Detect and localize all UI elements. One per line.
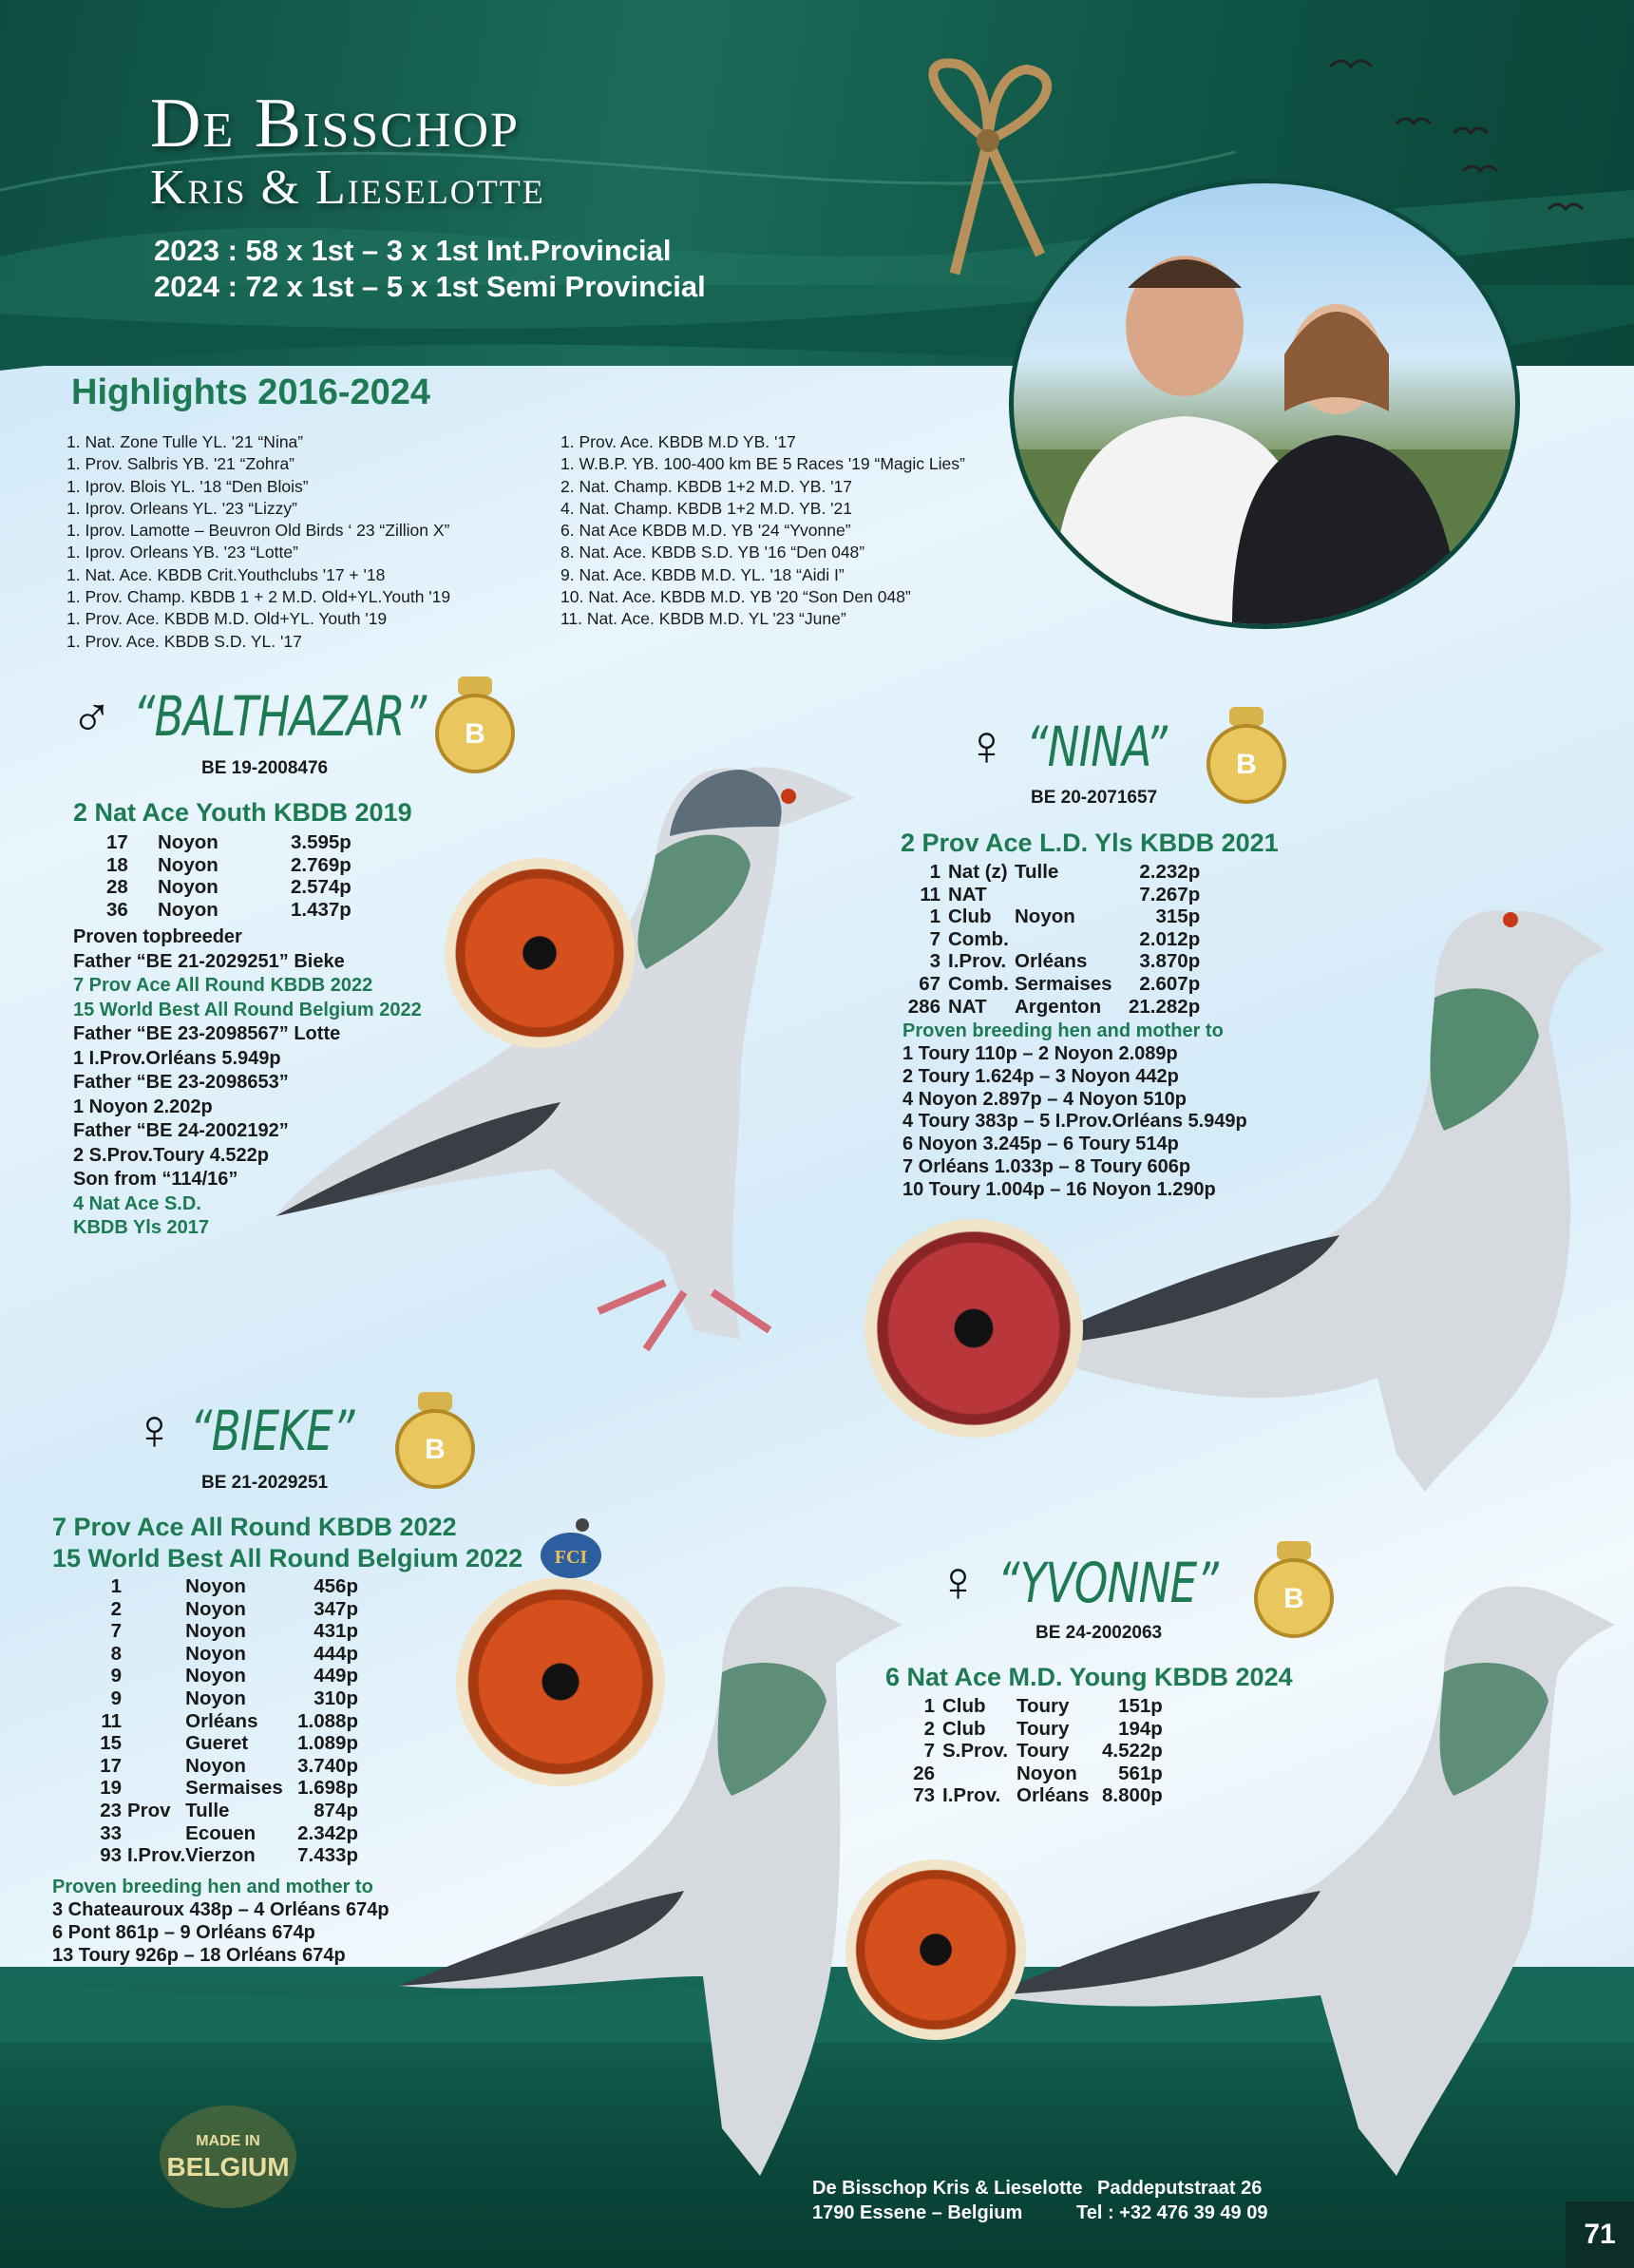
- result-rank: 7: [929, 927, 940, 950]
- result-type: [127, 1755, 185, 1778]
- result-rank: 9: [110, 1687, 122, 1709]
- result-points: 2.574p: [291, 876, 352, 899]
- result-points: 2.607p: [1139, 972, 1201, 995]
- highlight-item: 1. Prov. Ace. KBDB S.D. YL. '17: [66, 631, 302, 651]
- note-item: 3 Chateauroux 438p – 4 Orléans 674p: [52, 1899, 390, 1920]
- result-type: Nat (z): [948, 861, 1008, 883]
- note-item: 2 S.Prov.Toury 4.522p: [73, 1144, 270, 1166]
- result-points: 151p: [1118, 1695, 1163, 1717]
- medal-letter: B: [425, 1434, 446, 1465]
- table-row: [95, 1844, 358, 1867]
- highlight-item: 1. Iprov. Orleans YB. '23 “Lotte”: [66, 543, 298, 562]
- highlight-item: 1. Nat. Zone Tulle YL. '21 “Nina”: [66, 432, 304, 451]
- result-points: 874p: [314, 1799, 358, 1821]
- table-row: [901, 905, 1200, 928]
- highlight-item: 10. Nat. Ace. KBDB M.D. YB '20 “Son Den 048”: [560, 587, 911, 607]
- note-item: Father “BE 23-2098567” Lotte: [73, 1023, 341, 1044]
- result-points: 3.595p: [291, 831, 352, 853]
- highlights-list-col2: [560, 431, 965, 631]
- result-place: Noyon: [185, 1597, 246, 1620]
- kbdb-medal-icon: [1205, 705, 1288, 808]
- result-type: I.Prov.: [948, 950, 1007, 973]
- female-symbol-icon: ♀: [133, 1398, 176, 1461]
- female-symbol-icon: ♀: [965, 714, 1008, 777]
- result-points: 310p: [314, 1687, 358, 1709]
- result-place: Sermaises: [185, 1777, 283, 1800]
- highlight-item: 1. W.B.P. YB. 100-400 km BE 5 Races '19 “Magic Lies”: [560, 454, 965, 474]
- result-place: Orléans: [1016, 1784, 1090, 1807]
- result-place: Noyon: [185, 1575, 246, 1597]
- results-table-bieke: [95, 1575, 358, 1867]
- result-points: 2.012p: [1139, 927, 1201, 950]
- page-title: De Bisschop: [150, 85, 520, 162]
- table-row: [904, 1695, 1163, 1718]
- result-place: Vierzon: [185, 1844, 256, 1867]
- result-rank: 8: [110, 1642, 122, 1665]
- result-points: 21.282p: [1129, 995, 1201, 1018]
- result-type: [127, 1598, 185, 1621]
- result-points: 1.089p: [297, 1732, 358, 1755]
- result-place: Noyon: [158, 876, 218, 899]
- results-table-nina: [901, 861, 1200, 1018]
- result-place: Noyon: [185, 1754, 246, 1777]
- bird-name-nina: “NINA”: [1026, 715, 1168, 779]
- bird-name-yvonne: “YVONNE”: [998, 1551, 1219, 1615]
- result-points: 444p: [314, 1642, 358, 1665]
- result-rank: 18: [106, 853, 128, 876]
- stat-line-2024: 2024 : 72 x 1st – 5 x 1st Semi Provincial: [154, 270, 706, 303]
- highlight-item: 1. Iprov. Orleans YL. '23 “Lizzy”: [66, 498, 297, 518]
- result-points: 315p: [1155, 905, 1201, 928]
- table-row: [95, 1575, 358, 1598]
- footer-contact: [812, 2176, 1267, 2225]
- highlight-item: 11. Nat. Ace. KBDB M.D. YL '23 “June”: [560, 609, 846, 629]
- result-type: Club: [942, 1695, 986, 1717]
- result-rank: 28: [106, 876, 128, 899]
- table-row: [95, 1800, 358, 1822]
- highlight-item: 8. Nat. Ace. KBDB S.D. YB '16 “Den 048”: [560, 543, 865, 562]
- result-place: Toury: [1016, 1695, 1070, 1717]
- result-type: Club: [948, 905, 992, 928]
- footer-address: Paddeputstraat 26: [1097, 2178, 1263, 2199]
- medal-letter: B: [1283, 1583, 1304, 1614]
- ring-number-nina: BE 20-2071657: [1031, 788, 1158, 808]
- result-points: 3.870p: [1139, 950, 1201, 973]
- highlights-title: Highlights 2016-2024: [71, 372, 431, 412]
- table-row: [904, 1740, 1163, 1763]
- result-points: 2.769p: [291, 853, 352, 876]
- footer-line-2: [812, 2201, 1267, 2225]
- result-rank: 93: [100, 1844, 122, 1867]
- table-row: [901, 884, 1200, 906]
- highlight-item: 1. Prov. Ace. KBDB M.D. Old+YL. Youth '19: [66, 609, 388, 629]
- table-row: [95, 1620, 358, 1643]
- ace-title-bieke-1: 7 Prov Ace All Round KBDB 2022: [52, 1513, 457, 1541]
- note-item: 6 Pont 861p – 9 Orléans 674p: [52, 1921, 315, 1943]
- kbdb-medal-icon: [1252, 1539, 1336, 1642]
- table-row: [904, 1784, 1163, 1807]
- ace-title-bieke-2: 15 World Best All Round Belgium 2022: [52, 1544, 523, 1572]
- result-place: Noyon: [158, 831, 218, 853]
- table-row: [904, 1763, 1163, 1785]
- result-rank: 17: [100, 1754, 122, 1777]
- highlight-item: 1. Prov. Ace. KBDB M.D YB. '17: [560, 432, 796, 451]
- eye-bieke-image: [456, 1577, 665, 1786]
- result-points: 456p: [314, 1575, 358, 1597]
- table-row: [95, 1643, 358, 1666]
- result-points: 1.088p: [297, 1709, 358, 1732]
- owners-photo: [1009, 179, 1520, 629]
- bird-name-balthazar: “BALTHAZAR”: [133, 684, 427, 749]
- result-place: Noyon: [1016, 1762, 1077, 1784]
- result-place: Sermaises: [1015, 972, 1112, 995]
- note-item: 2 Toury 1.624p – 3 Noyon 442p: [902, 1065, 1179, 1087]
- note-item: 1 Toury 110p – 2 Noyon 2.089p: [902, 1043, 1178, 1064]
- stat-line-2023: 2023 : 58 x 1st – 3 x 1st Int.Provincial: [154, 234, 672, 267]
- result-rank: 33: [100, 1821, 122, 1844]
- result-points: 449p: [314, 1665, 358, 1687]
- note-item: Proven topbreeder: [73, 926, 242, 947]
- result-place: Noyon: [1015, 905, 1075, 928]
- result-rank: 11: [920, 883, 940, 905]
- eye-yvonne-image: [846, 1859, 1026, 2040]
- table-row: [901, 928, 1200, 951]
- result-points: 8.800p: [1102, 1784, 1163, 1807]
- eye-nina-image: [864, 1219, 1083, 1438]
- result-type: [942, 1763, 1016, 1785]
- highlight-item: 1. Prov. Champ. KBDB 1 + 2 M.D. Old+YL.Youth '19: [66, 587, 451, 607]
- highlight-item: 4. Nat. Champ. KBDB 1+2 M.D. YB. '21: [560, 498, 852, 518]
- note-item: 13 Toury 926p – 18 Orléans 674p: [52, 1944, 346, 1966]
- table-row: [901, 996, 1200, 1019]
- eye-balthazar-image: [445, 858, 635, 1048]
- table-row: [106, 876, 352, 899]
- result-place: Toury: [1016, 1740, 1070, 1763]
- footer-line-1: [812, 2176, 1267, 2201]
- result-place: Toury: [1016, 1717, 1070, 1740]
- result-points: 561p: [1118, 1762, 1163, 1784]
- bird-name-bieke: “BIEKE”: [190, 1399, 354, 1463]
- note-item: 15 World Best All Round Belgium 2022: [73, 999, 422, 1020]
- result-points: 431p: [314, 1620, 358, 1643]
- notes-balthazar: [73, 925, 422, 1241]
- result-rank: 2: [110, 1597, 122, 1620]
- result-type: S.Prov.: [942, 1740, 1009, 1763]
- result-points: 7.267p: [1139, 883, 1201, 905]
- result-type: I.Prov.: [942, 1784, 1001, 1807]
- result-rank: 11: [101, 1709, 122, 1732]
- result-place: Argenton: [1015, 995, 1102, 1018]
- note-item: KBDB Yls 2017: [73, 1217, 210, 1238]
- kbdb-medal-icon: [393, 1390, 477, 1493]
- male-symbol-icon: ♂: [70, 683, 113, 747]
- badge-line2: BELGIUM: [166, 2152, 290, 2182]
- result-rank: 26: [913, 1762, 935, 1784]
- result-rank: 67: [919, 972, 940, 995]
- note-item: 6 Noyon 3.245p – 6 Toury 514p: [902, 1134, 1179, 1155]
- highlight-item: 6. Nat Ace KBDB M.D. YB '24 “Yvonne”: [560, 521, 851, 541]
- notes-bieke: [52, 1899, 390, 1967]
- page-number: 71: [1566, 2201, 1634, 2268]
- table-row: [95, 1755, 358, 1778]
- result-place: Tulle: [1015, 861, 1059, 883]
- result-rank: 19: [100, 1777, 122, 1800]
- note-item: Father “BE 24-2002192”: [73, 1120, 289, 1141]
- result-points: 347p: [314, 1597, 358, 1620]
- result-place: Noyon: [185, 1665, 246, 1687]
- medal-letter: B: [1236, 749, 1257, 780]
- highlight-item: 1. Nat. Ace. KBDB Crit.Youthclubs '17 + '18: [66, 564, 386, 584]
- notes-title-nina: Proven breeding hen and mother to: [902, 1020, 1224, 1041]
- badge-line1: MADE IN: [196, 2133, 260, 2149]
- note-item: 1 Noyon 2.202p: [73, 1096, 213, 1117]
- ring-number-yvonne: BE 24-2002063: [1036, 1623, 1163, 1643]
- result-type: [127, 1665, 185, 1687]
- result-place: Noyon: [185, 1620, 246, 1643]
- result-rank: 9: [110, 1665, 122, 1687]
- highlights-list-col1: [66, 431, 450, 653]
- result-points: 3.740p: [297, 1754, 358, 1777]
- table-row: [901, 861, 1200, 884]
- result-place: Noyon: [158, 853, 218, 876]
- ring-number-balthazar: BE 19-2008476: [201, 758, 329, 778]
- result-type: NAT: [948, 883, 987, 905]
- fci-logo-icon: [537, 1515, 605, 1584]
- table-row: [95, 1732, 358, 1755]
- result-rank: 2: [923, 1717, 935, 1740]
- note-item: 7 Orléans 1.033p – 8 Toury 606p: [902, 1155, 1191, 1177]
- note-item: Son from “114/16”: [73, 1169, 238, 1190]
- result-type: [127, 1687, 185, 1710]
- ace-title-balthazar: 2 Nat Ace Youth KBDB 2019: [73, 798, 412, 827]
- table-row: [95, 1598, 358, 1621]
- table-row: [901, 950, 1200, 973]
- result-rank: 3: [929, 950, 940, 973]
- result-points: 7.433p: [297, 1844, 358, 1867]
- result-points: 194p: [1118, 1717, 1163, 1740]
- result-place: Noyon: [158, 898, 218, 921]
- highlight-item: 1. Iprov. Lamotte – Beuvron Old Birds ‘ 23 “Zillion X”: [66, 521, 450, 541]
- result-place: Orléans: [185, 1709, 258, 1732]
- result-type: Prov: [127, 1799, 171, 1821]
- medal-letter: B: [465, 718, 485, 750]
- note-item: 4 Noyon 2.897p – 4 Noyon 510p: [902, 1088, 1187, 1110]
- result-place: Ecouen: [185, 1821, 256, 1844]
- highlight-item: 2. Nat. Champ. KBDB 1+2 M.D. YB. '17: [560, 476, 852, 496]
- table-row: [106, 854, 352, 877]
- result-type: [127, 1643, 185, 1666]
- result-type: Comb.: [948, 972, 1009, 995]
- result-place: [1015, 928, 1129, 951]
- fci-logo-text: FCI: [554, 1547, 588, 1568]
- results-table-yvonne: [904, 1695, 1163, 1807]
- note-item: 1 I.Prov.Orléans 5.949p: [73, 1047, 281, 1069]
- note-item: 4 Toury 383p – 5 I.Prov.Orléans 5.949p: [902, 1111, 1247, 1133]
- result-rank: 7: [110, 1620, 122, 1643]
- highlight-item: 9. Nat. Ace. KBDB M.D. YL. '18 “Aidi I”: [560, 564, 845, 584]
- result-type: Club: [942, 1717, 986, 1740]
- result-type: NAT: [948, 995, 987, 1018]
- result-rank: 36: [106, 898, 128, 921]
- table-row: [95, 1665, 358, 1687]
- table-row: [904, 1718, 1163, 1741]
- result-rank: 23: [100, 1799, 122, 1821]
- kbdb-medal-icon: [433, 675, 517, 777]
- result-points: 2.342p: [297, 1821, 358, 1844]
- note-item: 10 Toury 1.004p – 16 Noyon 1.290p: [902, 1178, 1216, 1200]
- result-rank: 7: [923, 1740, 935, 1763]
- table-row: [95, 1777, 358, 1800]
- footer-owner: De Bisschop Kris & Lieselotte: [812, 2178, 1083, 2199]
- ace-title-nina: 2 Prov Ace L.D. Yls KBDB 2021: [901, 829, 1279, 857]
- result-rank: 15: [100, 1732, 122, 1755]
- result-place: Gueret: [185, 1732, 249, 1755]
- ace-title-yvonne: 6 Nat Ace M.D. Young KBDB 2024: [885, 1663, 1293, 1691]
- result-place: Noyon: [185, 1687, 246, 1709]
- result-type: [127, 1777, 185, 1800]
- table-row: [95, 1687, 358, 1710]
- highlight-item: 1. Prov. Salbris YB. '21 “Zohra”: [66, 454, 295, 474]
- result-type: [127, 1732, 185, 1755]
- page-subtitle: Kris & Lieselotte: [150, 161, 545, 215]
- notes-nina: [902, 1043, 1247, 1202]
- result-type: [127, 1620, 185, 1643]
- result-points: 4.522p: [1102, 1740, 1163, 1763]
- result-points: 2.232p: [1139, 861, 1201, 883]
- result-points: 1.437p: [291, 898, 352, 921]
- notes-title-bieke: Proven breeding hen and mother to: [52, 1877, 373, 1897]
- highlight-item: 1. Iprov. Blois YL. '18 “Den Blois”: [66, 476, 309, 496]
- result-rank: 1: [923, 1695, 935, 1717]
- table-row: [106, 831, 352, 854]
- result-place: Orléans: [1015, 950, 1088, 973]
- owners-photo-illustration: [1014, 183, 1515, 624]
- ring-number-bieke: BE 21-2029251: [201, 1473, 329, 1493]
- result-type: [127, 1710, 185, 1733]
- result-rank: 286: [907, 995, 940, 1018]
- note-item: Father “BE 23-2098653”: [73, 1072, 289, 1093]
- ribbon-bow-icon: [907, 55, 1069, 283]
- female-symbol-icon: ♀: [937, 1550, 979, 1613]
- result-type: Comb.: [948, 927, 1009, 950]
- result-rank: 1: [110, 1575, 122, 1597]
- made-in-belgium-badge-icon: [152, 2100, 304, 2214]
- footer-city: 1790 Essene – Belgium: [812, 2202, 1023, 2223]
- result-type: I.Prov.: [127, 1844, 186, 1867]
- result-rank: 73: [913, 1784, 935, 1807]
- results-table-balthazar: [106, 831, 352, 921]
- note-item: 4 Nat Ace S.D.: [73, 1192, 201, 1214]
- note-item: Father “BE 21-2029251” Bieke: [73, 950, 345, 972]
- footer-phone: Tel : +32 476 39 49 09: [1076, 2202, 1268, 2223]
- result-place: [1015, 884, 1129, 906]
- result-place: Noyon: [185, 1642, 246, 1665]
- result-rank: 1: [929, 905, 940, 928]
- result-place: Tulle: [185, 1799, 230, 1821]
- table-row: [901, 973, 1200, 996]
- result-points: 1.698p: [297, 1777, 358, 1800]
- table-row: [95, 1710, 358, 1733]
- result-rank: 17: [106, 831, 128, 853]
- result-type: [127, 1575, 185, 1598]
- table-row: [95, 1822, 358, 1845]
- note-item: 7 Prov Ace All Round KBDB 2022: [73, 975, 373, 996]
- result-rank: 1: [929, 861, 940, 883]
- result-type: [127, 1822, 185, 1845]
- table-row: [106, 899, 352, 922]
